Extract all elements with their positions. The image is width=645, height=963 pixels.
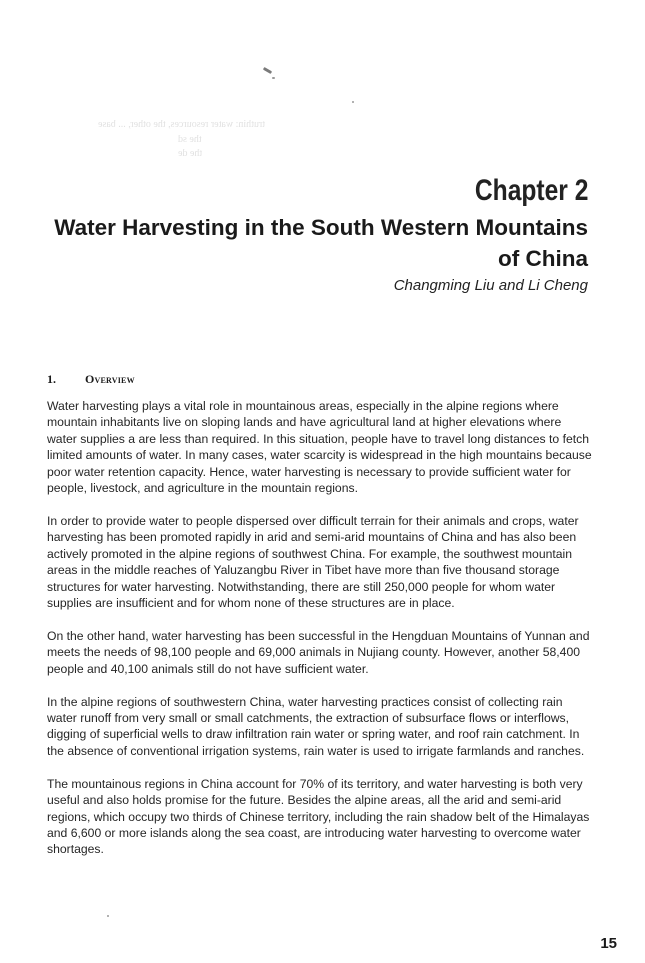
paragraph: In order to provide water to people dispersed over difficult terrain for their animals and crops, water harvesting has been promoted rapidly in arid and semi-arid mountains of China and has also been actively promoted in the alpine regions of southwest China. For example, the southwest mountain areas in the middle reaches of Yaluzangbu River in Tibet have more than five thousand storage structures for water harvesting. Notwithstanding, there are still 250,000 people for whom water supplies are insufficient and for whom none of these structures are in place.: [47, 513, 579, 610]
scan-speck: [352, 101, 354, 103]
paragraph: Water harvesting plays a vital role in mountainous areas, especially in the alpine regions where mountain inhabitants live on sloping lands and have agricultural land at higher elevations where water supplies a are less than required. In this situation, people have to travel long distances to fetch limited amounts of water. In many cases, water scarcity is widespread in the high mountains because poor water retention capacity. Hence, water harvesting is necessary to provide sufficient water for people, livestock, and agriculture in the mountain regions.: [47, 399, 592, 496]
show-through-text: the sd: [178, 134, 202, 145]
paragraph: On the other hand, water harvesting has been successful in the Hengduan Mountains of Yunnan and meets the needs of 98,100 people and 69,000 animals in Nujiang county. However, another 58,400 people and 40,100 animals still do not have sufficient water.: [47, 628, 590, 676]
section-title: Overview: [85, 372, 135, 386]
chapter-label: Chapter 2: [474, 174, 588, 207]
scan-speck: [263, 67, 272, 74]
show-through-text: truthin: water resources, the other, ... base: [98, 119, 266, 130]
scan-speck: [107, 915, 109, 917]
section-heading: [47, 372, 135, 387]
paragraph: The mountainous regions in China account for 70% of its territory, and water harvesting is both very useful and also holds promise for the future. Besides the alpine areas, all the arid and semi-arid regions, which occupy two thirds of Chinese territory, including the rain shadow belt of the Himalayas and 6,600 or more islands along the sea coast, are introducing water harvesting to overcome water shortages.: [47, 776, 590, 857]
body-text: [47, 398, 592, 874]
scan-speck: [272, 77, 275, 79]
show-through-text: the de: [178, 148, 203, 159]
page-number: 15: [600, 935, 617, 952]
chapter-title: Water Harvesting in the South Western Mountains of China: [54, 215, 588, 271]
section-number: 1.: [47, 372, 56, 386]
chapter-authors: Changming Liu and Li Cheng: [393, 277, 588, 294]
paragraph: In the alpine regions of southwestern China, water harvesting practices consist of collecting rain water runoff from very small or small catchments, the extraction of subsurface flows or interflows, digging of superficial wells to draw infiltration rain water or spring water, and roof rain catchment. In the absence of conventional irrigation systems, rain water is used to irrigate farmlands and ranches.: [47, 694, 585, 758]
